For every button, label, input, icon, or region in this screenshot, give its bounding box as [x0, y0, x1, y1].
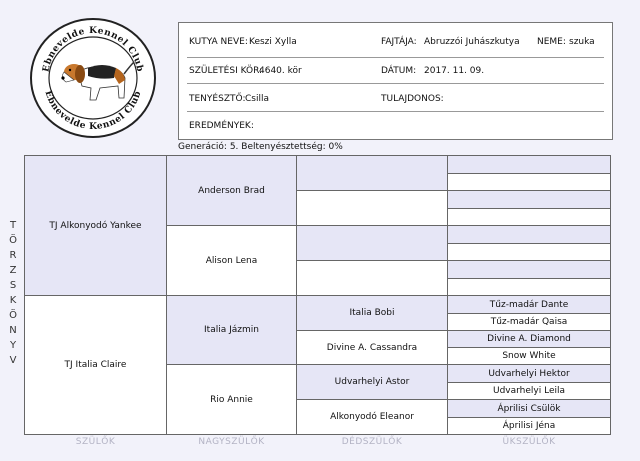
column-header-parents: SZÜLŐK	[75, 437, 116, 447]
ggp-7	[447, 260, 611, 279]
sex-label: NEME:	[537, 37, 566, 47]
great-grandparent-6: Divine A. Cassandra	[296, 330, 448, 365]
ggp-11: Divine A. Diamond	[447, 330, 611, 348]
side-title: T Ö R Z S K Ö N Y V	[9, 220, 17, 366]
ggp-16: Áprilisi Jéna	[447, 417, 611, 435]
ggp-8	[447, 278, 611, 296]
results-label: EREDMÉNYEK:	[189, 121, 254, 131]
club-logo	[30, 18, 156, 138]
birth-round-label: SZÜLETÉSI KÖR:	[189, 66, 263, 76]
ggp-1	[447, 155, 611, 174]
ggp-2	[447, 173, 611, 191]
ggp-4	[447, 208, 611, 226]
breed-label: FAJTÁJA:	[381, 37, 417, 47]
grandparent-3: Italia Jázmin	[166, 295, 297, 365]
grandparent-4: Rio Annie	[166, 364, 297, 435]
generation-line: Generáció: 5. Beltenyésztettség: 0%	[178, 142, 343, 152]
breeder-label: TENYÉSZTŐ:	[189, 94, 246, 104]
sex-value: szuka	[569, 37, 595, 47]
great-grandparent-5: Italia Bobi	[296, 295, 448, 331]
birth-round-value: 4640. kör	[259, 66, 302, 76]
ggp-13: Udvarhelyi Hektor	[447, 364, 611, 383]
dog-info-box	[178, 22, 613, 140]
date-label: DÁTUM:	[381, 66, 417, 76]
grandparent-1: Anderson Brad	[166, 155, 297, 226]
ggp-15: Áprilisi Csülök	[447, 399, 611, 418]
ggp-14: Udvarhelyi Leila	[447, 382, 611, 400]
club-name-top: Ebnevelde Kennel Club	[41, 25, 145, 73]
date-value: 2017. 11. 09.	[424, 66, 485, 76]
ggp-9: Tűz-madár Dante	[447, 295, 611, 314]
breeder-value: Csilla	[245, 94, 269, 104]
great-grandparent-7: Udvarhelyi Astor	[296, 364, 448, 400]
great-grandparent-8: Alkonyodó Eleanor	[296, 399, 448, 435]
ggp-3	[447, 190, 611, 209]
club-name-bottom: Ebnevelde Kennel Club	[42, 89, 144, 133]
owner-label: TULAJDONOS:	[381, 94, 444, 104]
parent-sire: TJ Alkonyodó Yankee	[24, 155, 167, 296]
great-grandparent-3	[296, 225, 448, 261]
grandparent-2: Alison Lena	[166, 225, 297, 296]
ggp-10: Tűz-madár Qaisa	[447, 313, 611, 331]
column-header-grandparents: NAGYSZÜLŐK	[198, 437, 265, 447]
ggp-6	[447, 243, 611, 261]
great-grandparent-2	[296, 190, 448, 226]
great-grandparent-1	[296, 155, 448, 191]
parent-dam: TJ Italia Claire	[24, 295, 167, 435]
ggp-12: Snow White	[447, 347, 611, 365]
column-header-great-great-grandparents: ÜKSZÜLŐK	[502, 437, 556, 447]
breed-value: Abruzzói Juhászkutya	[424, 37, 520, 47]
dog-name-label: KUTYA NEVE:	[189, 37, 248, 47]
ggp-5	[447, 225, 611, 244]
dog-name-value: Keszi Xylla	[249, 37, 297, 47]
column-header-great-grandparents: DÉDSZÜLŐK	[341, 437, 403, 447]
great-grandparent-4	[296, 260, 448, 296]
